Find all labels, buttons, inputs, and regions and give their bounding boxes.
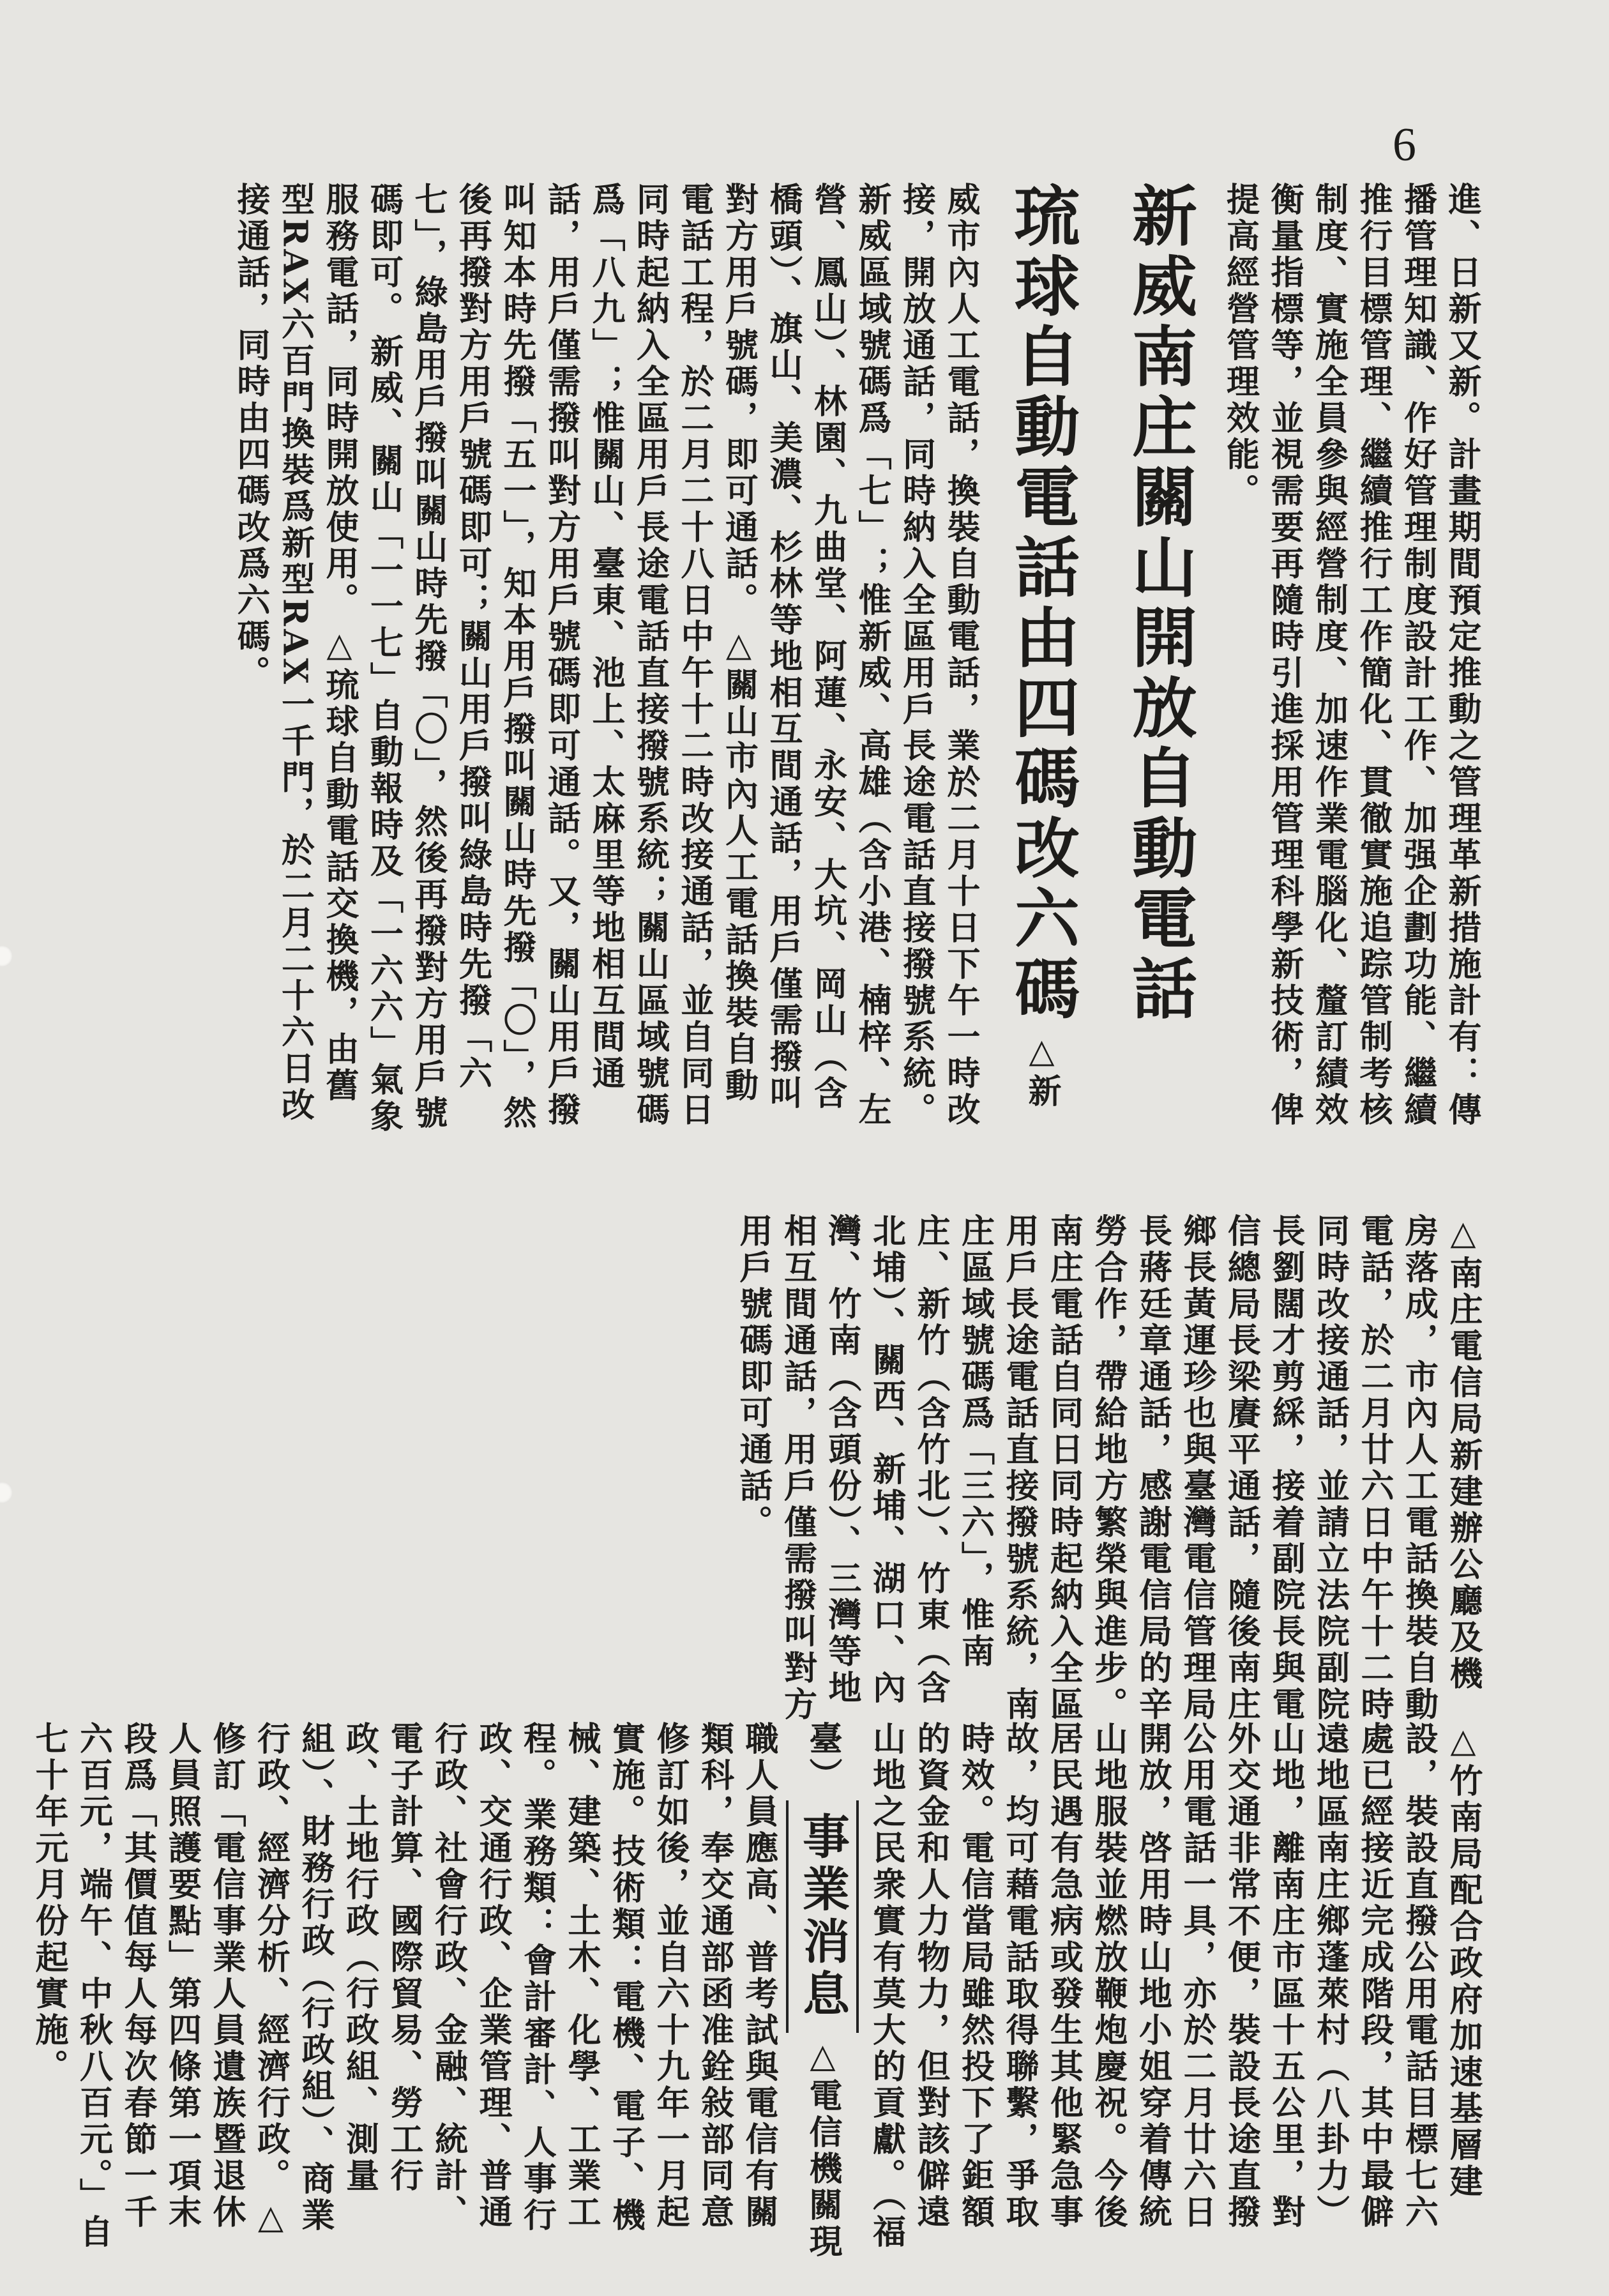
tier-3 [29, 1721, 1485, 2264]
news-paragraph-xinwei: △新威市內人工電話，換裝自動電話，業於二月十日下午一時改接，開放通話，同時納入全區用戶長途電話直接撥號系統。新威區域號碼爲「七」；惟新威、高雄（含小港、楠梓、左營、鳳山）、林園、九曲堂、阿蓮、永安、大坑、岡山（含橋頭）、旗山、美濃、杉林等地相互間通話，用戶僅需撥叫對方用戶號碼，即可通話。 [719, 182, 1061, 1129]
business-paragraph-care: △修訂「電信事業人員遺族暨退休人員照護要點」第四條第一項末段爲「其價值每人每次春節一千六百元，端午、中秋八百元。」自七十年元月份起實施。 [29, 1721, 291, 2251]
binding-hole [0, 1482, 13, 1503]
headline-line-1: 新威南庄關山開放自動電話 [1121, 182, 1197, 1025]
tier-2 [74, 1213, 1485, 1724]
tier-1 [73, 182, 1484, 1140]
news-paragraph-zhunan: △竹南局配合政府加速基層建設，裝設直撥公用電話目標七六處已經接近完成階段，其中最僻遠地區南庄鄉蓬萊村（八卦力）山地，離南庄市區十五公里，對外交通非常不便，裝設長途直撥公用電話一具，亦於二月廿六日開放，啓用時山地小姐穿着傳統山地服裝並燃放鞭炮慶祝。今後居民遇有急病或發生其他緊急事故，均可藉電話取得聯繫，爭取時效。電信當局雖然投下了鉅額的資金和人力物力，但對該僻遠山地之民衆實有莫大的貢獻。（福臺） [803, 1721, 1483, 2251]
page-number: 6 [1393, 119, 1416, 171]
binding-hole [0, 945, 13, 967]
news-paragraph-time-service: 新威、關山「一一七」自動報時及「一六六」氣象服務電話，同時開放使用。 [320, 182, 404, 1136]
news-paragraph-liuqiu: △琉球自動電話交換機，由舊型RAX六百門換裝爲新型RAX一千門，於二月二十六日改接通話，同時由四碼改爲六碼。 [231, 182, 359, 1124]
news-paragraph-guanshan: △關山市內人工電話換裝自動電話工程，於二月二十八日中午十二時改接通話，並自同日同時起納入全區用戶長途電話直接撥號系統；關山區域號碼爲「八九」；惟關山、臺東、池上、太麻里等地相互間通話，用戶僅需撥叫對方用戶號碼即可通話。又，關山用戶撥叫知本時先撥「五一」，知本用戶撥叫關山時先撥「〇」，然後再撥對方用戶號碼即可；關山用戶撥叫綠島時先撥「六七」，綠島用戶撥叫關山時先撥「〇」，然後再撥對方用戶號碼即可。 [364, 182, 759, 1132]
article-tail-paragraph: 進、日新又新。計畫期間預定推動之管理革新措施計有：傳播管理知識、作好管理制度設計工作、加强企劃功能、繼續推行目標管理、繼續推行工作簡化、貫徹實施追踪管制考核制度、實施全員參與經營制度、加速作業電腦化、釐訂績效衡量指標等，並視需要再隨時引進採用管理科學新技術，俾提高經營管理效能。 [1220, 182, 1481, 1129]
news-paragraph-nanzhuang: △南庄電信局新建辦公廳及機房落成，市內人工電話換裝自動電話，於二月廿六日中午十二時同時改接通話，並請立法院副院長劉闊才剪綵，接着副院長與電信總局長梁賡平通話，隨後南庄鄉長黃運珍也與臺灣電信管理局長蔣廷章通話，感謝電信局的辛勞合作，帶給地方繁榮與進步。南庄電話自同日同時起納入全區用戶長途電話直接撥號系統，南庄區域號碼爲「三六」，惟南庄、新竹（含竹北）、竹東（含北埔）、關西、新埔、湖口、內灣、竹南（含頭份）、三灣等地相互間通話，用戶僅需撥叫對方用戶號碼即可通話。 [734, 1213, 1483, 1723]
section-heading-business-news: 事業消息 [786, 1800, 859, 2033]
business-paragraph-service: 業務類：會計審計、人事行政、交通行政、企業管理、普通行政、社會行政、金融、統計、電子計算、國際貿易、勞工行政、土地行政（行政組、測量組）、財務行政（行政組）、商業行政、經濟分析、經濟行政。 [251, 1721, 557, 2235]
business-paragraph-exams: △電信機關現職人員應高、普考試與電信有關類科，奉交通部函准銓敍部同意修訂如後，並自六十九年一月起實施。 [606, 1721, 842, 2261]
headline-line-2: 琉球自動電話由四碼改六碼 [1004, 182, 1080, 1025]
business-paragraph-technical: 技術類：電機、電子、機械、建築、土木、化學、工業工程。 [517, 1721, 646, 2235]
